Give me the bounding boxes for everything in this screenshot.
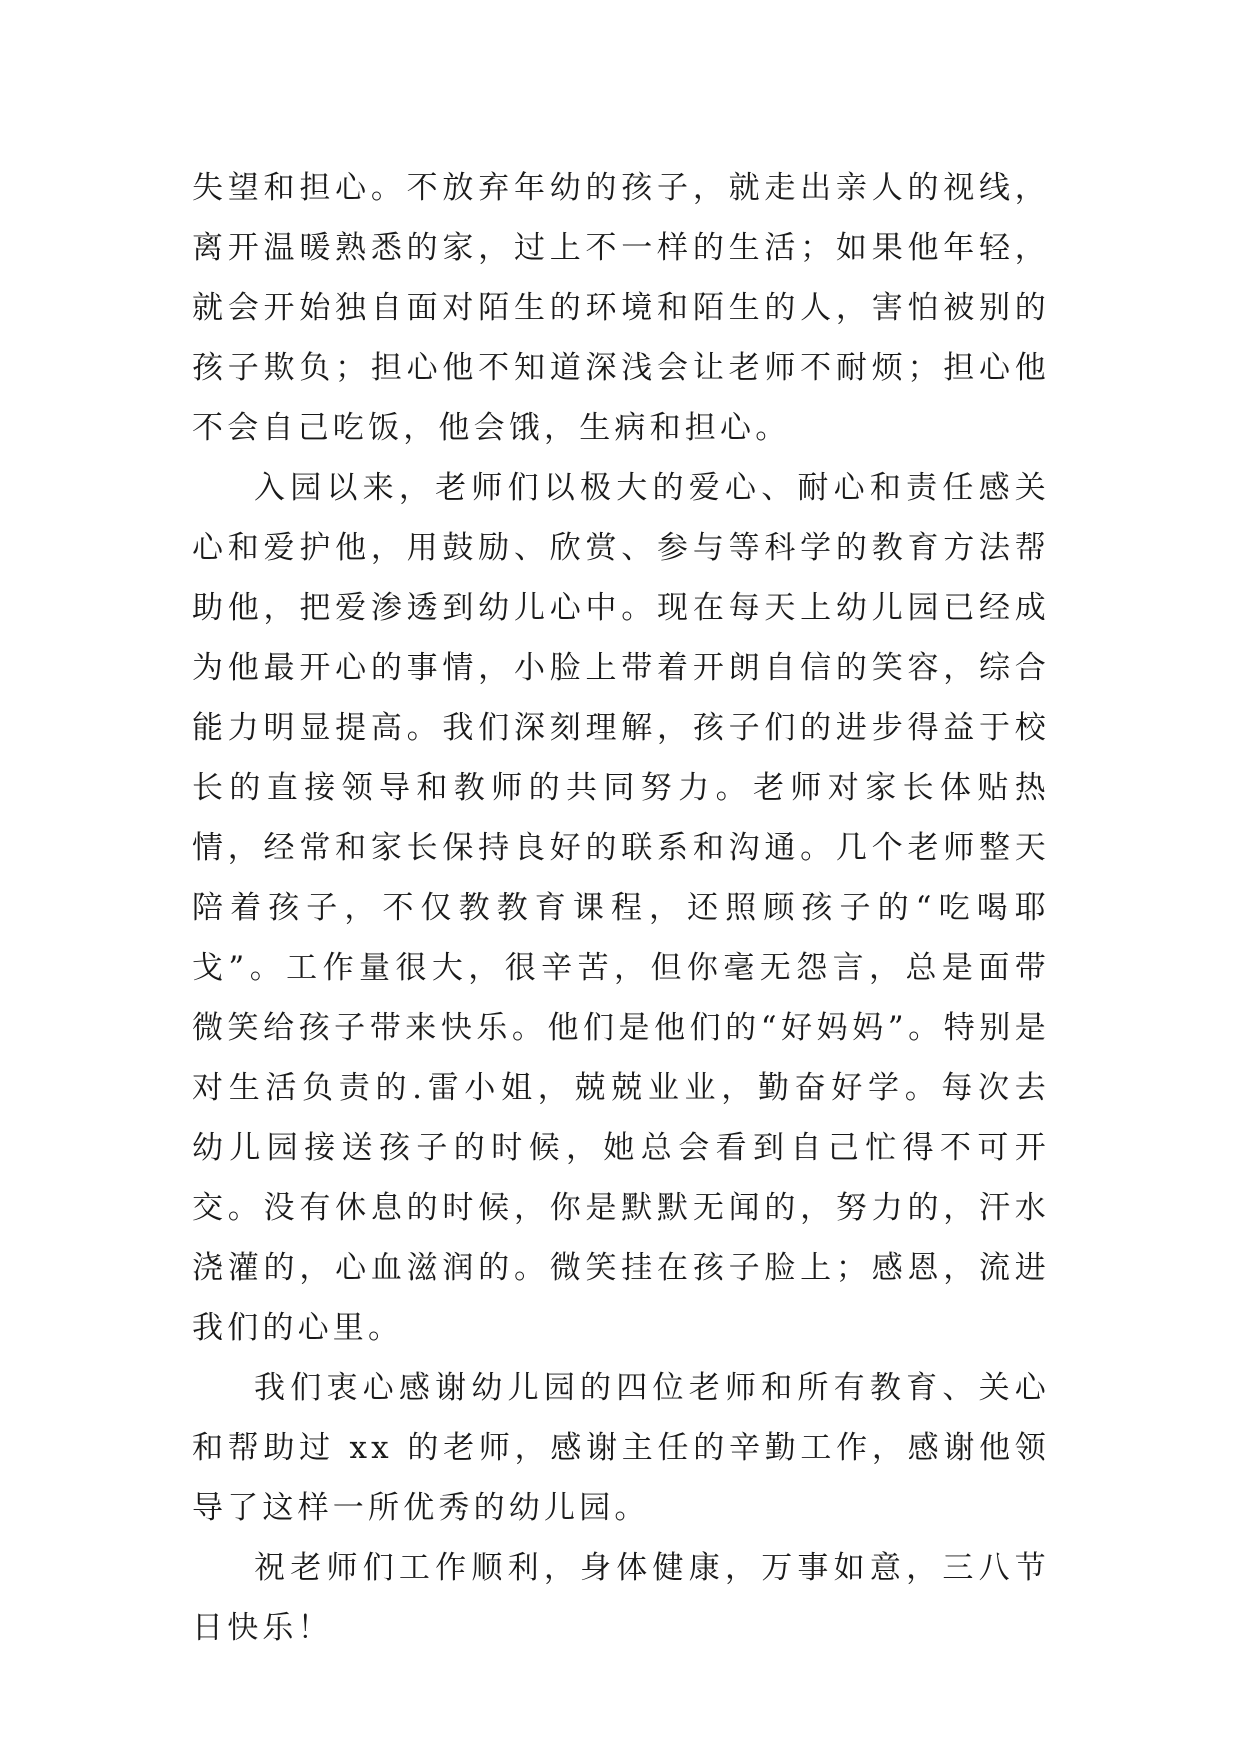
paragraph-2: 入园以来，老师们以极大的爱心、耐心和责任感关心和爱护他，用鼓励、欣赏、参与等科学的教育方法帮助他，把爱渗透到幼儿心中。现在每天上幼儿园已经成为他最开心的事情，小脸上带着开朗自信的笑容，综合能力明显提高。我们深刻理解，孩子们的进步得益于校长的直接领导和教师的共同努力。老师对家长体贴热情，经常和家长保持良好的联系和沟通。几个老师整天陪着孩子，不仅教教育课程，还照顾孩子的“吃喝耶戈”。工作量很大，很辛苦，但你毫无怨言，总是面带微笑给孩子带来快乐。他们是他们的“好妈妈”。特别是对生活负责的.雷小姐，兢兢业业，勤奋好学。每次去幼儿园接送孩子的时候，她总会看到自己忙得不可开交。没有休息的时候，你是默默无闻的，努力的，汗水浇灌的，心血滋润的。微笑挂在孩子脸上；感恩，流进我们的心里。 xyxy=(192,470,1050,1346)
paragraph-3: 我们衷心感谢幼儿园的四位老师和所有教育、关心和帮助过 xx 的老师，感谢主任的辛勤工作，感谢他领导了这样一所优秀的幼儿园。 xyxy=(192,1370,1050,1526)
document-body xyxy=(192,158,1050,1658)
paragraph-1: 失望和担心。不放弃年幼的孩子，就走出亲人的视线，离开温暖熟悉的家，过上不一样的生活；如果他年轻，就会开始独自面对陌生的环境和陌生的人，害怕被别的孩子欺负；担心他不知道深浅会让老师不耐烦；担心他不会自己吃饭，他会饿，生病和担心。 xyxy=(192,170,1050,446)
paragraph-4: 祝老师们工作顺利，身体健康，万事如意，三八节日快乐！ xyxy=(192,1550,1050,1646)
